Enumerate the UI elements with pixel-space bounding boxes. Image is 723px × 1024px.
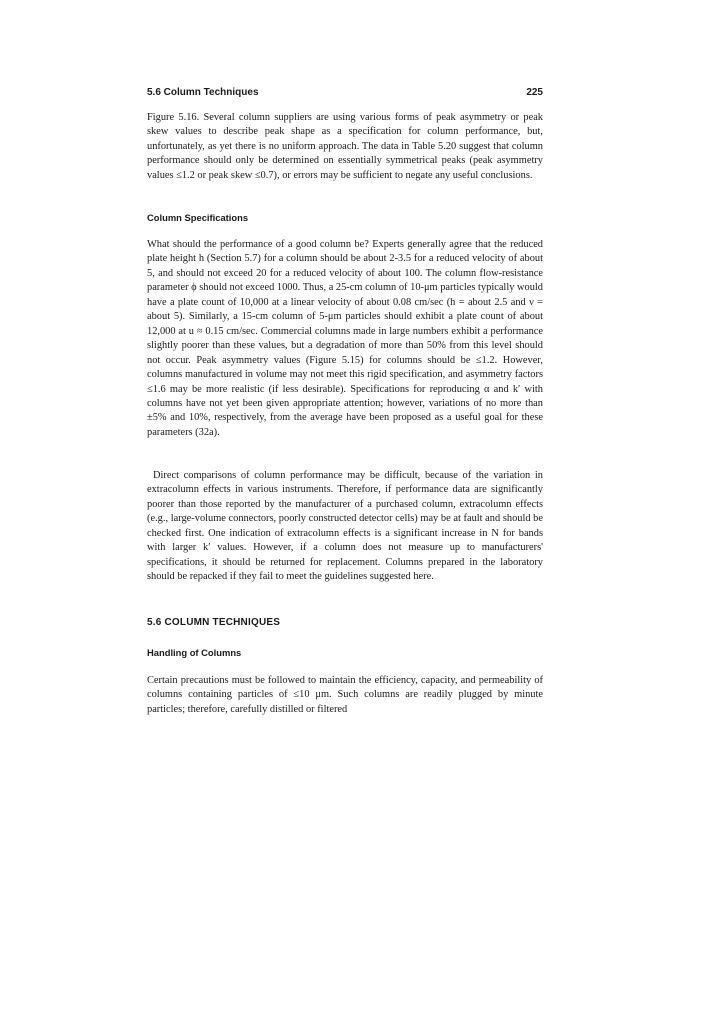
section-title: 5.6 COLUMN TECHNIQUES	[147, 617, 281, 628]
heading-handling-of-columns: Handling of Columns	[147, 647, 242, 658]
paragraph-column-performance: What should the performance of a good column be? Experts generally agree that the reduced plate height h (Section 5.7) for a column should be about 2-3.5 for a reduced velocity of about 5, and should not exceed 20 for a reduced velocity of about 100. The column flow-resistance parameter ϕ should not exceed 1000. Thus, a 25-cm column of 10-μm particles typically would have a plate count of 10,000 at a linear velocity of about 0.08 cm/sec (h = about 2.5 and ν = about 5). Similarly, a 15-cm column of 5-μm particles should exhibit a plate count of about 12,000 at u ≈ 0.15 cm/sec. Commercial columns made in large numbers exhibit a performance slightly poorer than these values, but a degradation of more than 50% from this level should not occur. Peak asymmetry values (Figure 5.15) for columns should be ≤1.2. However, columns manufactured in volume may not meet this rigid specification, and asymmetry factors ≤1.6 may be more realistic (if less desirable). Specifications for reproducing α and k′ with columns have not yet been given appropriate attention; however, variations of no more than ±5% and 10%, respectively, from the average have been proposed as a useful goal for these parameters (32a).	[147, 239, 543, 438]
heading-column-specifications: Column Specifications	[147, 212, 249, 223]
running-title: 5.6 Column Techniques	[147, 87, 259, 98]
paragraph-handling-precautions: Certain precautions must be followed to maintain the efficiency, capacity, and permeability of columns containing particles of ≤10 μm. Such columns are readily plugged by minute particles; therefore, carefully distilled or filtered	[147, 675, 543, 715]
running-header	[147, 87, 543, 98]
page-number: 225	[526, 87, 543, 98]
paragraph-direct-comparisons: Direct comparisons of column performance may be difficult, because of the variation in extracolumn effects in various instruments. Therefore, if performance data are significantly poorer than those reported by the manufacturer of a purchased column, extracolumn effects (e.g., large-volume connectors, poorly constructed detector cells) may be at fault and should be checked first. One indication of extracolumn effects is a significant increase in N for bands with larger k′ values. However, if a column does not measure up to manufacturers' specifications, it should be returned for replacement. Columns prepared in the laboratory should be repacked if they fail to meet the guidelines suggested here.	[147, 470, 543, 583]
paragraph-figure-516: Figure 5.16. Several column suppliers are using various forms of peak asymmetry or peak skew values to describe peak shape as a specification for column performance, but, unfortunately, as yet there is no uniform approach. The data in Table 5.20 suggest that column performance should only be determined on essentially symmetrical peaks (peak asymmetry values ≤1.2 or peak skew ≤0.7), or errors may be sufficient to negate any useful conclusions.	[147, 112, 543, 181]
